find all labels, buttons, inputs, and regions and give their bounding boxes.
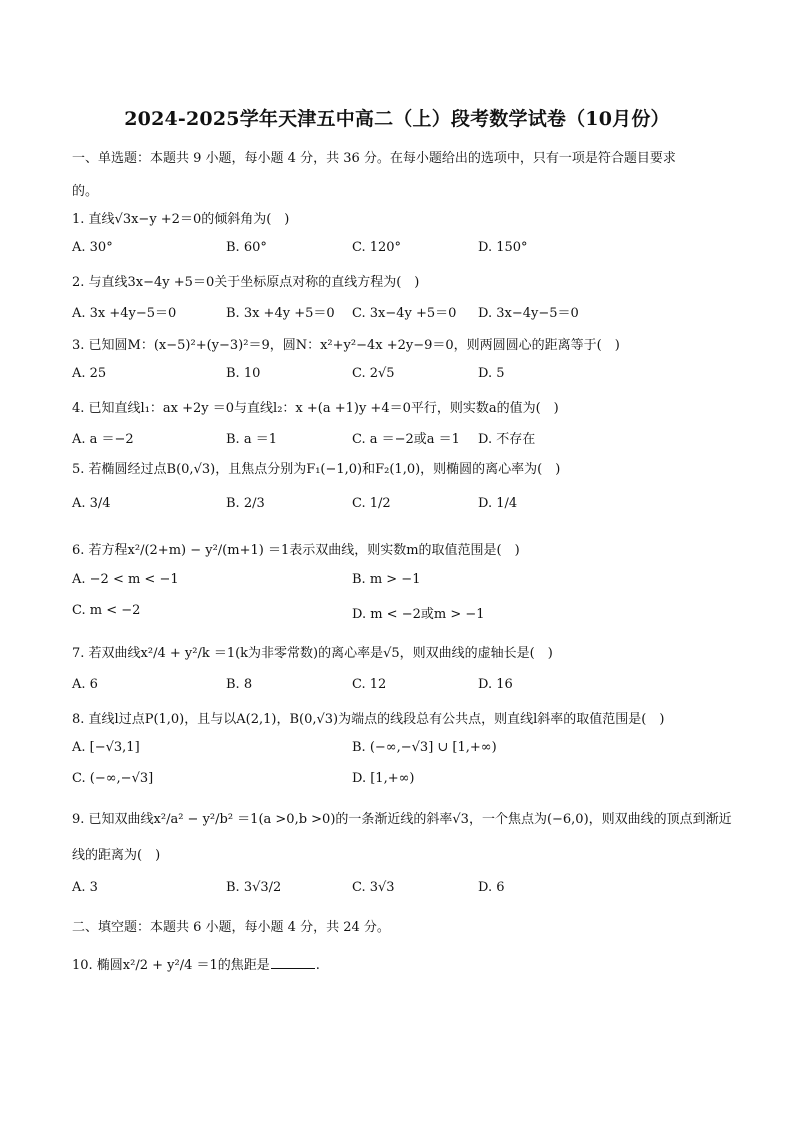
question-9-stem-line2: 线的距离为( ) xyxy=(72,848,161,863)
question-8-option-b: B. (−∞,−√3] ∪ [1,+∞) xyxy=(352,740,497,755)
question-10-stem-end: . xyxy=(315,958,320,973)
question-7-stem: 7. 若双曲线x²/4 + y²/k ＝1(k为非零常数)的离心率是√5，则双曲线的虚轴长是( ) xyxy=(72,646,553,661)
question-5-option-c: C. 1/2 xyxy=(352,496,391,511)
question-2-option-b: B. 3x +4y +5＝0 xyxy=(226,306,335,321)
question-10-stem-text: 10. 椭圆x²/2 + y²/4 ＝1的焦距是 xyxy=(72,958,270,973)
question-2-option-a: A. 3x +4y−5＝0 xyxy=(72,306,177,321)
question-9-stem-line1: 9. 已知双曲线x²/a² − y²/b² ＝1(a >0,b >0)的一条渐近线的斜率√3，一个焦点为(−6,0)，则双曲线的顶点到渐近 xyxy=(72,812,732,827)
question-1-option-c: C. 120° xyxy=(352,240,402,255)
question-3-option-c: C. 2√5 xyxy=(352,366,395,381)
question-2-option-c: C. 3x−4y +5＝0 xyxy=(352,306,457,321)
question-3-option-b: B. 10 xyxy=(226,366,261,381)
question-6-option-a: A. −2 < m < −1 xyxy=(72,572,179,587)
question-9-option-a: A. 3 xyxy=(72,880,98,895)
question-9-option-d: D. 6 xyxy=(478,880,505,895)
question-3-option-a: A. 25 xyxy=(72,366,107,381)
question-7-option-c: C. 12 xyxy=(352,677,387,692)
question-4-option-d: D. 不存在 xyxy=(478,432,536,447)
question-2-stem: 2. 与直线3x−4y +5＝0关于坐标原点对称的直线方程为( ) xyxy=(72,275,420,290)
question-5-option-d: D. 1/4 xyxy=(478,496,518,511)
question-4-stem: 4. 已知直线l₁：ax +2y ＝0与直线l₂：x +(a +1)y +4＝0平行，则实数a的值为( ) xyxy=(72,401,559,416)
section1-header-line2: 的。 xyxy=(72,184,99,199)
question-1-stem: 1. 直线√3x−y +2＝0的倾斜角为( ) xyxy=(72,212,290,227)
question-8-stem: 8. 直线l过点P(1,0)，且与以A(2,1)，B(0,√3)为端点的线段总有公共点，则直线l斜率的取值范围是( ) xyxy=(72,712,665,727)
section1-header-line1: 一、单选题：本题共 9 小题，每小题 4 分，共 36 分。在每小题给出的选项中，只有一项是符合题目要求 xyxy=(72,151,676,166)
question-3-option-d: D. 5 xyxy=(478,366,505,381)
question-7-option-a: A. 6 xyxy=(72,677,98,692)
question-1-option-b: B. 60° xyxy=(226,240,267,255)
question-4-option-b: B. a ＝1 xyxy=(226,432,277,447)
question-9-option-b: B. 3√3/2 xyxy=(226,880,282,895)
question-6-option-c: C. m < −2 xyxy=(72,603,141,618)
question-7-option-b: B. 8 xyxy=(226,677,253,692)
question-1-option-a: A. 30° xyxy=(72,240,113,255)
question-8-option-d: D. [1,+∞) xyxy=(352,771,415,786)
question-4-option-a: A. a ＝−2 xyxy=(72,432,134,447)
answer-blank[interactable] xyxy=(271,956,315,969)
question-5-option-a: A. 3/4 xyxy=(72,496,111,511)
question-1-option-d: D. 150° xyxy=(478,240,528,255)
question-5-stem: 5. 若椭圆经过点B(0,√3)，且焦点分别为F₁(−1,0)和F₂(1,0)，则椭圆的离心率为( ) xyxy=(72,462,561,477)
section2-header: 二、填空题：本题共 6 小题，每小题 4 分，共 24 分。 xyxy=(72,920,390,935)
question-8-option-c: C. (−∞,−√3] xyxy=(72,771,154,786)
question-2-option-d: D. 3x−4y−5＝0 xyxy=(478,306,579,321)
page-title: 2024-2025学年天津五中高二（上）段考数学试卷（10月份） xyxy=(124,108,670,130)
question-7-option-d: D. 16 xyxy=(478,677,513,692)
question-4-option-c: C. a ＝−2或a ＝1 xyxy=(352,432,460,447)
question-10-stem xyxy=(72,954,320,973)
question-6-stem: 6. 若方程x²/(2+m) − y²/(m+1) ＝1表示双曲线，则实数m的取值范围是( ) xyxy=(72,543,520,558)
question-9-option-c: C. 3√3 xyxy=(352,880,395,895)
question-5-option-b: B. 2/3 xyxy=(226,496,265,511)
question-3-stem: 3. 已知圆M：(x−5)²+(y−3)²＝9，圆N：x²+y²−4x +2y−9＝0，则两圆圆心的距离等于( ) xyxy=(72,338,620,353)
question-6-option-d: D. m < −2或m > −1 xyxy=(352,607,485,622)
question-6-option-b: B. m > −1 xyxy=(352,572,421,587)
question-8-option-a: A. [−√3,1] xyxy=(72,740,140,755)
